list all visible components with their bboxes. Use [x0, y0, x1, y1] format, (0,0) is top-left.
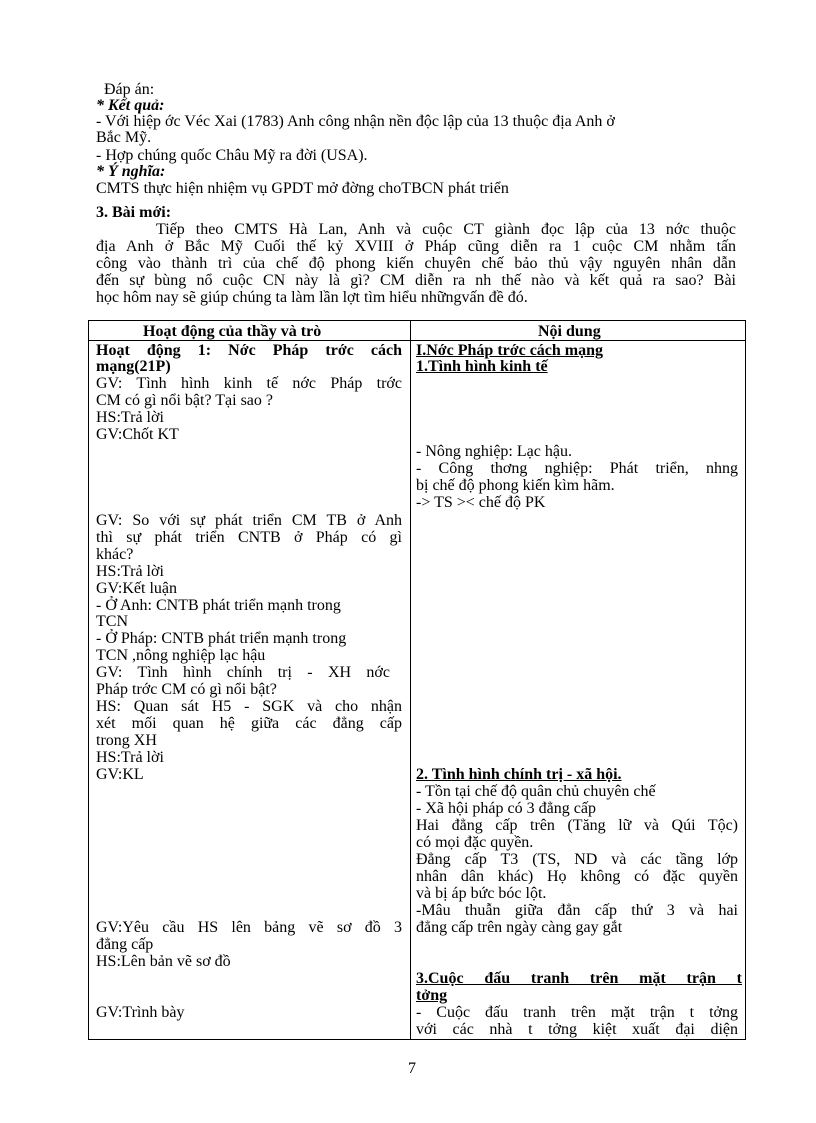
right-line: và bị áp bức bóc lột.	[416, 885, 547, 902]
section-heading: tởng	[416, 987, 448, 1004]
table-header-content: Nội dung	[538, 323, 601, 340]
left-line: GV:Trình bày	[96, 1004, 185, 1021]
right-line: - Công thơng nghiệp: Phát triển, nhng	[416, 460, 738, 477]
result-line: - Hợp chúng quốc Châu Mỹ ra đời (USA).	[96, 147, 368, 164]
right-line: - Xã hội pháp có 3 đẳng cấp	[416, 800, 596, 817]
paragraph-line: công vào thành trì của chế độ phong kiến chuyên chế bảo thủ vậy nguyên nhân dẫn	[96, 255, 736, 272]
right-line: - Nông nghiệp: Lạc hậu.	[416, 443, 572, 460]
meaning-heading: * Ý nghĩa:	[96, 163, 166, 180]
left-line: HS:Trả lời	[96, 563, 164, 580]
page-number: 7	[408, 1060, 416, 1077]
left-line: TCN ,nông nghiệp lạc hậu	[96, 647, 266, 664]
right-line: nhân dân khác) Họ không có đặc quyền	[416, 868, 738, 885]
right-line: đẳng cấp trên ngày càng gay gắt	[416, 919, 623, 936]
new-lesson-heading: 3. Bài mới:	[96, 204, 172, 221]
paragraph-line: địa Anh ở Bắc Mỹ Cuối thế kỷ XVIII ở Pháp cũng diễn ra 1 cuộc CM nhằm tấn	[96, 238, 736, 255]
left-line: - Ở Anh: CNTB phát triển mạnh trong	[96, 597, 341, 614]
right-line: có mọi đặc quyền.	[416, 834, 534, 851]
left-line: Pháp trớc CM có gì nổi bật?	[96, 681, 277, 698]
section-heading: 3.Cuộc đấu tranh trên mặt trận t	[416, 970, 742, 987]
left-line: CM có gì nổi bật? Tại sao ?	[96, 392, 273, 409]
table-column-divider	[410, 320, 411, 1040]
left-line: HS:Trả lời	[96, 409, 164, 426]
left-line: HS:Lên bản vẽ sơ đồ	[96, 953, 231, 970]
meaning-line: CMTS thực hiện nhiệm vụ GPDT mở đờng choTBCN phát triển	[96, 180, 509, 197]
activity-heading: mạng(21P)	[96, 358, 171, 375]
left-line: GV:Kết luận	[96, 580, 178, 597]
paragraph-line: học hôm nay sẽ giúp chúng ta làm lần lợt tìm hiểu nhữngvấn đề đó.	[96, 289, 528, 306]
answer-label: Đáp án:	[104, 81, 155, 98]
left-line: GV: Tình hình chính trị - XH nớc	[96, 664, 390, 681]
left-line: GV:Chốt KT	[96, 426, 179, 443]
right-line: với các nhà t tởng kiệt xuất đại diện	[416, 1021, 738, 1038]
right-line: Hai đẳng cấp trên (Tăng lữ và Qúi Tộc)	[416, 817, 738, 834]
left-line: xét mối quan hệ giữa các đẳng cấp	[96, 715, 402, 732]
activity-heading: Hoạt động 1: Nớc Pháp trớc cách	[96, 342, 402, 359]
left-line: GV: So với sự phát triển CM TB ở Anh	[96, 512, 402, 529]
right-line: - Cuộc đấu tranh trên mặt trận t tởng	[416, 1004, 738, 1021]
left-line: khác?	[96, 546, 134, 563]
result-line: Bắc Mỹ.	[96, 129, 152, 146]
left-line: HS: Quan sát H5 - SGK và cho nhận	[96, 698, 402, 715]
section-heading: I.Nớc Pháp trớc cách mạng	[416, 342, 604, 359]
table-header-divider	[88, 340, 746, 341]
paragraph-line: đến sự bùng nổ cuộc CN này là gì? CM diễn ra nh thế nào và kết quả ra sao? Bài	[96, 272, 736, 289]
right-line: Đẳng cấp T3 (TS, ND và các tầng lớp	[416, 851, 738, 868]
right-line: -Mâu thuẫn giữa đẳn cấp thứ 3 và hai	[416, 902, 738, 919]
result-line: - Với hiệp ớc Véc Xai (1783) Anh công nhận nền độc lập của 13 thuộc địa Anh ở	[96, 113, 615, 130]
left-line: GV: Tình hình kinh tế nớc Pháp trớc	[96, 375, 402, 392]
paragraph-line: Tiếp theo CMTS Hà Lan, Anh và cuộc CT giành đọc lập của 13 nớc thuộc	[156, 221, 736, 238]
left-line: - Ở Pháp: CNTB phát triển mạnh trong	[96, 630, 347, 647]
right-line: - Tồn tại chế độ quân chủ chuyên chế	[416, 783, 656, 800]
section-heading: 2. Tình hình chính trị - xã hội.	[416, 766, 622, 783]
left-line: thì sự phát triển CNTB ở Pháp có gì	[96, 529, 402, 546]
left-line: trong XH	[96, 732, 157, 749]
result-heading: * Kết quả:	[96, 97, 165, 114]
section-heading: 1.Tình hình kinh tế	[416, 358, 548, 375]
left-line: GV:Yêu cầu HS lên bảng vẽ sơ đồ 3	[96, 919, 402, 936]
left-line: TCN	[96, 613, 128, 630]
right-line: bị chế độ phong kiến kìm hãm.	[416, 477, 615, 494]
left-line: đẳng cấp	[96, 936, 154, 953]
left-line: GV:KL	[96, 766, 144, 783]
right-line: -> TS >< chế độ PK	[416, 494, 546, 511]
table-header-activities: Hoạt động của thầy và trò	[143, 323, 322, 340]
left-line: HS:Trả lời	[96, 749, 164, 766]
